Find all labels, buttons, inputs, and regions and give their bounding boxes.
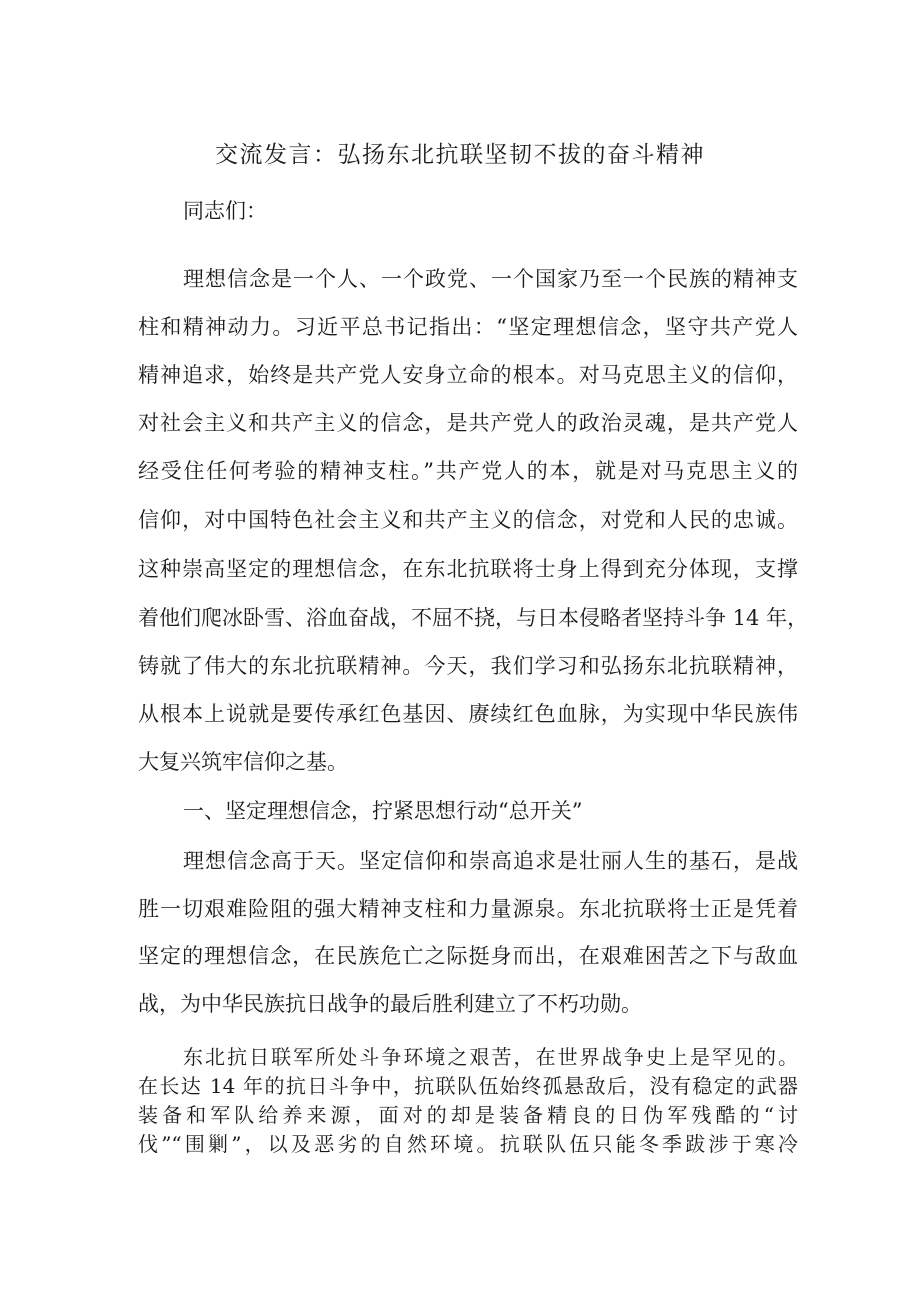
document-title: 交流发言：弘扬东北抗联坚韧不拔的奋斗精神 bbox=[215, 142, 705, 168]
paragraph-1-line-2: 柱和精神动力。习近平总书记指出：“坚定理想信念，坚守共产党人 bbox=[138, 315, 798, 339]
paragraph-1-line-7: 这种崇高坚定的理想信念，在东北抗联将士身上得到充分体现，支撑 bbox=[138, 557, 798, 581]
paragraph-1-line-10: 从根本上说就是要传承红色基因、赓续红色血脉，为实现中华民族伟 bbox=[138, 702, 798, 726]
paragraph-3-line-1: 东北抗日联军所处斗争环境之艰苦，在世界战争史上是罕见的。 bbox=[183, 1045, 798, 1069]
paragraph-2-line-4: 战，为中华民族抗日战争的最后胜利建立了不朽功勋。 bbox=[138, 992, 642, 1016]
section-heading-1: 一、坚定理想信念，拧紧思想行动“总开关” bbox=[183, 799, 583, 823]
paragraph-1-line-3: 精神追求，始终是共产党人安身立命的根本。对马克思主义的信仰， bbox=[138, 363, 798, 387]
greeting: 同志们： bbox=[183, 199, 267, 223]
paragraph-2-line-1: 理想信念高于天。坚定信仰和崇高追求是壮丽人生的基石，是战 bbox=[183, 849, 798, 873]
paragraph-1-line-9: 铸就了伟大的东北抗联精神。今天，我们学习和弘扬东北抗联精神， bbox=[138, 654, 798, 678]
paragraph-3-line-3: 装备和军队给养来源，面对的却是装备精良的日伪军残酷的“讨 bbox=[138, 1103, 798, 1127]
paragraph-2-line-2: 胜一切艰难险阻的强大精神支柱和力量源泉。东北抗联将士正是凭着 bbox=[138, 897, 798, 921]
paragraph-1-line-11: 大复兴筑牢信仰之基。 bbox=[138, 750, 348, 774]
paragraph-1-line-4: 对社会主义和共产主义的信念，是共产党人的政治灵魂，是共产党人 bbox=[138, 411, 798, 435]
paragraph-3-line-4: 伐”“围剿”，以及恶劣的自然环境。抗联队伍只能冬季跋涉于寒冷 bbox=[138, 1132, 798, 1156]
paragraph-1-line-8: 着他们爬冰卧雪、浴血奋战，不屈不挠，与日本侵略者坚持斗争 14 年， bbox=[138, 606, 809, 630]
paragraph-3-line-2: 在长达 14 年的抗日斗争中，抗联队伍始终孤悬敌后，没有稳定的武器 bbox=[138, 1074, 798, 1098]
paragraph-1-line-6: 信仰，对中国特色社会主义和共产主义的信念，对党和人民的忠诚。 bbox=[138, 508, 798, 532]
paragraph-2-line-3: 坚定的理想信念，在民族危亡之际挺身而出，在艰难困苦之下与敌血 bbox=[138, 944, 798, 968]
paragraph-1-line-5: 经受住任何考验的精神支柱。”共产党人的本，就是对马克思主义的 bbox=[138, 459, 798, 483]
paragraph-1-line-1: 理想信念是一个人、一个政党、一个国家乃至一个民族的精神支 bbox=[183, 267, 798, 291]
